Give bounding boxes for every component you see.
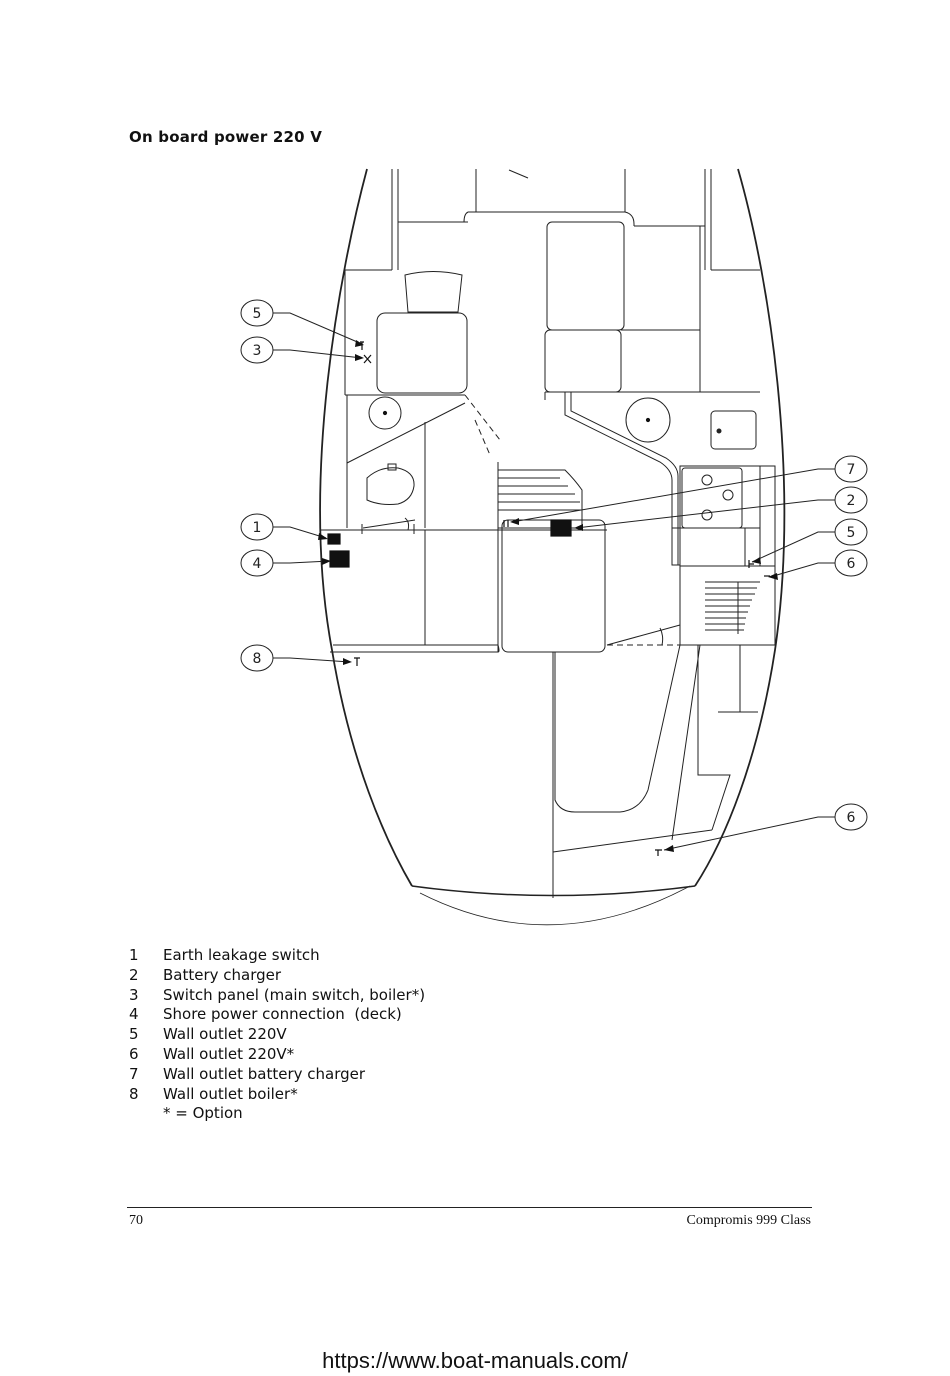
callout-label: 5 [252, 306, 262, 322]
callout-label: 8 [252, 651, 262, 667]
legend-item [129, 1005, 425, 1025]
callout-label: 6 [846, 556, 856, 572]
legend-text: Wall outlet boiler* [163, 1084, 298, 1103]
legend-number [129, 1104, 163, 1124]
legend-item [129, 1045, 425, 1065]
footer-divider [127, 1207, 812, 1208]
legend-item [129, 946, 425, 966]
legend-text: Earth leakage switch [163, 946, 320, 964]
callout-label: 1 [252, 520, 262, 536]
legend-number: 2 [129, 965, 139, 984]
callout-label: 5 [846, 525, 856, 541]
shore-power-connection [330, 551, 349, 567]
callout-label: 6 [846, 810, 856, 826]
legend-text: Wall outlet battery charger [163, 1064, 366, 1083]
legend-list [129, 946, 425, 1124]
legend-item [129, 1085, 425, 1105]
legend-number: 3 [129, 985, 139, 1004]
boat-deck-plan [230, 160, 880, 930]
source-url: https://www.boat-manuals.com/ [322, 1348, 628, 1373]
legend-item [129, 1065, 425, 1085]
earth-leakage-switch [328, 534, 340, 544]
legend-item [129, 1025, 425, 1045]
legend-item [129, 966, 425, 986]
legend-text: Switch panel (main switch, boiler*) [163, 985, 426, 1004]
callout-label: 4 [252, 556, 262, 572]
legend-number: 5 [129, 1025, 139, 1044]
legend-item [129, 986, 425, 1006]
legend-text: * = Option [163, 1104, 243, 1123]
legend-text: Wall outlet 220V* [163, 1044, 295, 1063]
callout-label: 3 [252, 343, 262, 359]
legend-number: 6 [129, 1044, 139, 1063]
legend-number: 7 [129, 1064, 139, 1083]
callout-label: 7 [846, 462, 856, 478]
page-title: On board power 220 V [129, 128, 323, 146]
legend-number: 1 [129, 946, 139, 964]
page-number: 70 [129, 1213, 143, 1228]
legend-number: 4 [129, 1005, 139, 1024]
legend-number: 8 [129, 1084, 139, 1103]
callout-label: 2 [846, 493, 856, 509]
legend-text: Wall outlet 220V [163, 1025, 287, 1044]
legend-text: Shore power connection (deck) [163, 1005, 402, 1024]
legend-text: Battery charger [163, 965, 282, 984]
legend-item [129, 1104, 425, 1124]
battery-charger [551, 520, 571, 536]
manual-title: Compromis 999 Class [686, 1213, 811, 1228]
